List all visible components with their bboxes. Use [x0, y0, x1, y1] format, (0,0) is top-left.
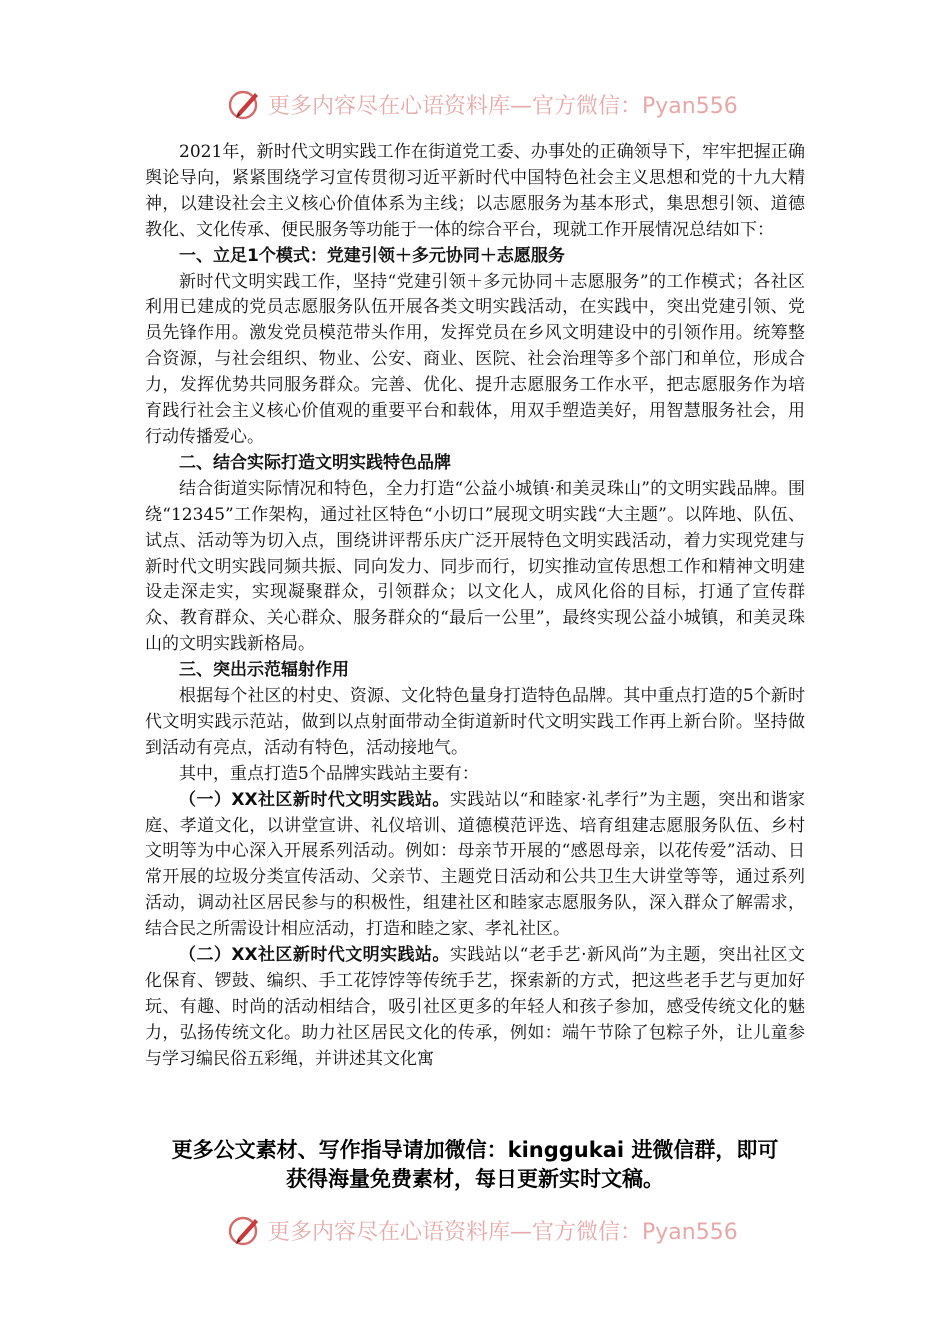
section-3-heading: 三、突出示范辐射作用	[179, 660, 349, 681]
document-body	[145, 140, 805, 1073]
section-1-heading: 一、立足1个模式：党建引领＋多元协同＋志愿服务	[179, 245, 565, 266]
pen-logo-icon	[228, 87, 262, 121]
promo-line-2: 获得海量免费素材，每日更新实时文稿。	[286, 1167, 664, 1191]
station-item-1-lead: （一）XX社区新时代文明实践站。	[179, 789, 450, 810]
pen-logo-icon	[228, 1213, 262, 1247]
station-item-2-text: 实践站以“老手艺·新风尚”为主题，突出社区文化保育、锣鼓、编织、手工花饽饽等传统手艺，探索新的方式，把这些老手艺与更加好玩、有趣、时尚的活动相结合，吸引社区更多的年轻人和孩子参加，感受传统文化的魅力，弘扬传统文化。助力社区居民文化的传承，例如：端午节除了包粽子外，让儿童参与学习编民俗五彩绳，并讲述其文化寓	[145, 945, 805, 1069]
section-2-heading: 二、结合实际打造文明实践特色品牌	[179, 452, 451, 473]
section-3-paragraph: 根据每个社区的村史、资源、文化特色量身打造特色品牌。其中重点打造的5个新时代文明实践示范站，做到以点射面带动全街道新时代文明实践工作再上新台阶。坚持做到活动有亮点，活动有特色，活动接地气。	[145, 686, 805, 758]
promo-notice	[120, 1136, 830, 1194]
watermark-text: 更多内容尽在心语资料库—官方微信：Pyan556	[268, 93, 738, 119]
station-item-1-text: 实践站以“和睦家·礼孝行”为主题，突出和谐家庭、孝道文化，以讲堂宣讲、礼仪培训、道德模范评选、培育组建志愿服务队伍、乡村文明等为中心深入开展系列活动。例如：母亲节开展的“感恩母亲，以花传爱”活动、日常开展的垃圾分类宣传活动、父亲节、主题党日活动和公共卫生大讲堂等等，通过系列活动，调动社区居民参与的积极性，组建社区和睦家志愿服务队，深入群众了解需求，结合民之所需设计相应活动，打造和睦之家、孝礼社区。	[145, 789, 805, 940]
station-item-2	[145, 943, 805, 1073]
watermark-text: 更多内容尽在心语资料库—官方微信：Pyan556	[268, 1219, 738, 1245]
footer-watermark-banner	[228, 1212, 788, 1248]
section-1-paragraph: 新时代文明实践工作，坚持“党建引领＋多元协同＋志愿服务”的工作模式；各社区利用已建成的党员志愿服务队伍开展各类文明实践活动，在实践中，突出党建引领、党员先锋作用。激发党员模范带头作用，发挥党员在乡风文明建设中的引领作用。统筹整合资源，与社会组织、物业、公安、商业、医院、社会治理等多个部门和单位，形成合力，发挥优势共同服务群众。完善、优化、提升志愿服务工作水平，把志愿服务作为培育践行社会主义核心价值观的重要平台和载体，用双手塑造美好，用智慧服务社会，用行动传播爱心。	[145, 271, 805, 447]
section-3-list-intro: 其中，重点打造5个品牌实践站主要有：	[179, 763, 479, 784]
header-watermark-banner	[228, 86, 788, 122]
station-item-1	[145, 788, 805, 943]
intro-paragraph: 2021年，新时代文明实践工作在街道党工委、办事处的正确领导下，牢牢把握正确舆论导向，紧紧围绕学习宣传贯彻习近平新时代中国特色社会主义思想和党的十九大精神，以建设社会主义核心价值体系为主线；以志愿服务为基本形式，集思想引领、道德教化、文化传承、便民服务等功能于一体的综合平台，现就工作开展情况总结如下：	[145, 142, 805, 240]
section-2-paragraph: 结合街道实际情况和特色，全力打造“公益小城镇·和美灵珠山”的文明实践品牌。围绕“12345”工作架构，通过社区特色“小切口”展现文明实践“大主题”。以阵地、队伍、试点、活动等为切入点，围绕讲评帮乐庆广泛开展特色文明实践活动，着力实现党建与新时代文明实践同频共振、同向发力、同步而行，切实推动宣传思想工作和精神文明建设走深走实，实现凝聚群众，引领群众；以文化人，成风化俗的目标，打通了宣传群众、教育群众、关心群众、服务群众的“最后一公里”，最终实现公益小城镇，和美灵珠山的文明实践新格局。	[145, 478, 805, 655]
station-item-2-lead: （二）XX社区新时代文明实践站。	[179, 945, 450, 966]
promo-line-1: 更多公文素材、写作指导请加微信：kinggukai 进微信群，即可	[171, 1138, 779, 1162]
